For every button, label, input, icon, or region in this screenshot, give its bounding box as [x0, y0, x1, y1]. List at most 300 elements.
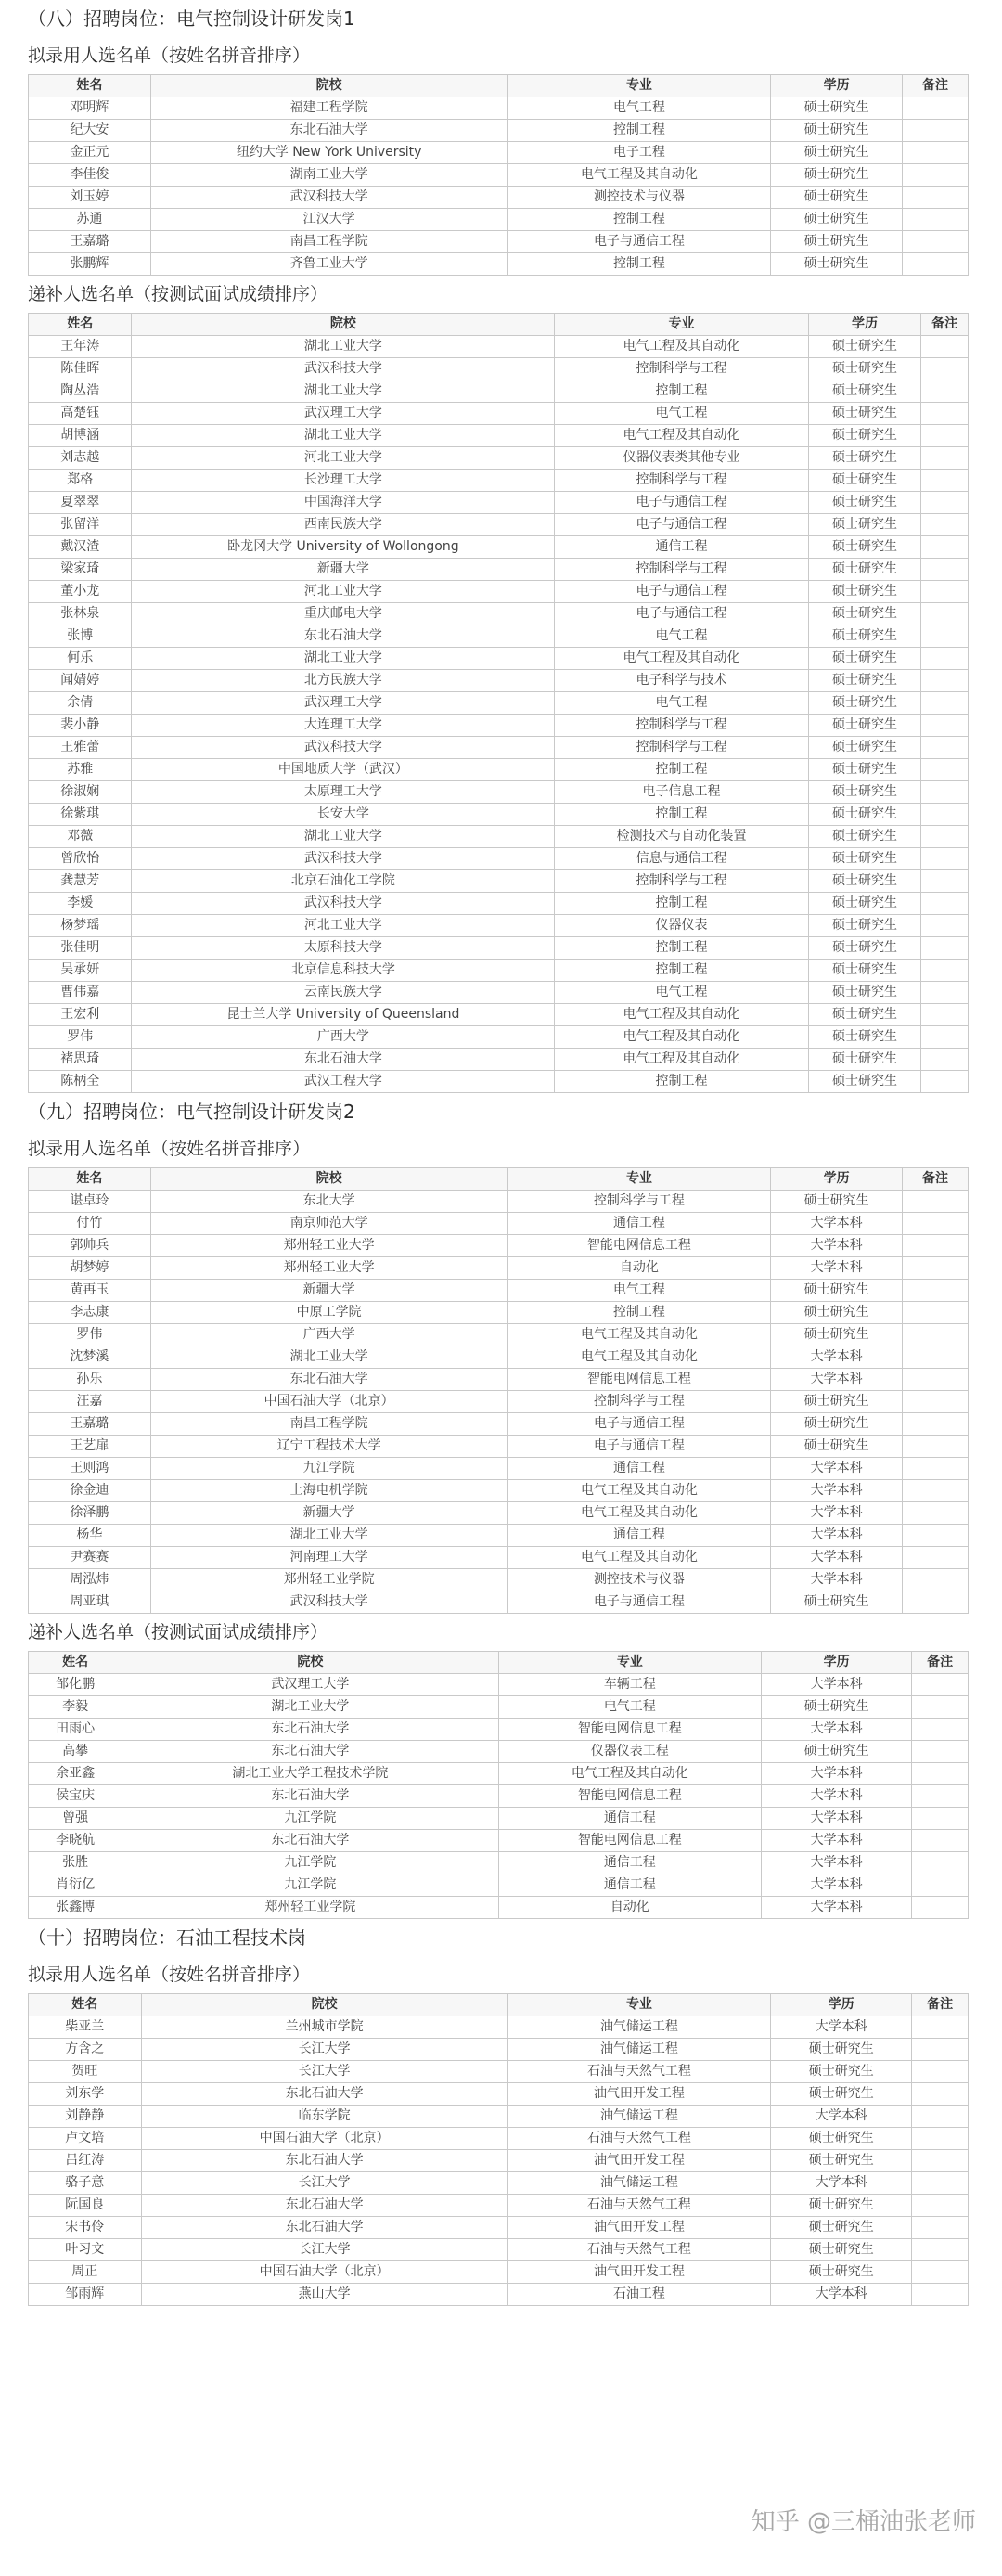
table-cell: 李晓航	[29, 1830, 122, 1852]
table-cell	[912, 1830, 969, 1852]
table-cell: 硕士研究生	[808, 692, 921, 715]
table-cell: 高攀	[29, 1741, 122, 1763]
table-cell: 余倩	[29, 692, 132, 715]
table-row	[29, 1808, 969, 1830]
table-cell	[921, 514, 969, 536]
table-cell: 湖北工业大学工程技术学院	[122, 1763, 498, 1785]
table-cell: 硕士研究生	[771, 1436, 903, 1458]
table-cell: 通信工程	[507, 1458, 771, 1480]
table-cell: 河北工业大学	[132, 915, 555, 937]
table-cell: 肖衍亿	[29, 1874, 122, 1897]
table-cell	[921, 982, 969, 1004]
table-cell: 武汉理工大学	[132, 692, 555, 715]
list-title: 拟录用人选名单（按姓名拼音排序）	[28, 45, 311, 66]
table-cell: 油气田开发工程	[507, 2150, 771, 2172]
table-row	[29, 1369, 969, 1391]
table-cell: 东北石油大学	[122, 1719, 498, 1741]
table-cell: 郑州轻工业大学	[150, 1257, 507, 1280]
table-cell: 硕士研究生	[808, 670, 921, 692]
table-cell: 尹赛赛	[29, 1547, 151, 1569]
column-header: 院校	[141, 1994, 507, 2016]
table-cell: 控制科学与工程	[507, 1191, 771, 1213]
table-cell: 长江大学	[141, 2239, 507, 2261]
table-cell: 吴承妍	[29, 960, 132, 982]
table-cell: 高楚钰	[29, 403, 132, 425]
table-cell: 侯宝庆	[29, 1785, 122, 1808]
table-cell: 太原理工大学	[132, 781, 555, 804]
table-cell: 硕士研究生	[808, 715, 921, 737]
candidate-table	[28, 1993, 969, 2306]
table-row	[29, 447, 969, 470]
column-header: 姓名	[29, 75, 151, 97]
table-cell	[903, 231, 969, 253]
table-cell: 东北石油大学	[141, 2217, 507, 2239]
table-cell: 硕士研究生	[771, 2217, 912, 2239]
table-cell: 硕士研究生	[771, 1324, 903, 1346]
table-cell: 武汉理工大学	[132, 403, 555, 425]
table-row	[29, 209, 969, 231]
table-cell: 硕士研究生	[771, 2061, 912, 2083]
table-cell	[903, 1324, 969, 1346]
table-cell: 硕士研究生	[771, 2039, 912, 2061]
table-cell	[921, 781, 969, 804]
section-heading: （八）招聘岗位：电气控制设计研发岗1	[28, 7, 355, 30]
table-cell	[912, 1874, 969, 1897]
table-cell: 硕士研究生	[771, 2128, 912, 2150]
table-cell: 硕士研究生	[808, 648, 921, 670]
table-cell	[921, 759, 969, 781]
table-cell: 控制科学与工程	[555, 358, 809, 380]
table-row	[29, 670, 969, 692]
table-cell: 刘静静	[29, 2106, 142, 2128]
table-cell: 中国石油大学（北京）	[150, 1391, 507, 1413]
table-cell: 辽宁工程技术大学	[150, 1436, 507, 1458]
table-cell: 刘玉婷	[29, 187, 151, 209]
table-cell: 上海电机学院	[150, 1480, 507, 1502]
table-cell: 电气工程及其自动化	[507, 1346, 771, 1369]
table-cell: 徐金迪	[29, 1480, 151, 1502]
table-cell: 张胜	[29, 1852, 122, 1874]
table-cell	[921, 893, 969, 915]
table-cell: 硕士研究生	[808, 403, 921, 425]
table-cell	[921, 648, 969, 670]
table-cell	[912, 2016, 969, 2039]
column-header: 姓名	[29, 1994, 142, 2016]
table-cell: 徐紫琪	[29, 804, 132, 826]
table-cell: 李志康	[29, 1302, 151, 1324]
column-header: 姓名	[29, 1168, 151, 1191]
table-cell: 纽约大学 New York University	[150, 142, 507, 164]
table-cell: 刘志越	[29, 447, 132, 470]
table-cell: 李毅	[29, 1696, 122, 1719]
table-cell: 郑州轻工业学院	[150, 1569, 507, 1591]
table-cell: 杨梦瑶	[29, 915, 132, 937]
table-cell	[903, 1191, 969, 1213]
table-cell	[903, 1569, 969, 1591]
column-header: 院校	[132, 314, 555, 336]
table-row	[29, 2172, 969, 2195]
table-cell	[921, 559, 969, 581]
table-cell: 孙乐	[29, 1369, 151, 1391]
table-header-row	[29, 314, 969, 336]
table-cell: 硕士研究生	[808, 559, 921, 581]
table-cell: 长江大学	[141, 2172, 507, 2195]
table-cell: 硕士研究生	[771, 164, 903, 187]
table-cell	[912, 1763, 969, 1785]
table-cell: 阮国良	[29, 2195, 142, 2217]
table-row	[29, 848, 969, 870]
table-cell: 湖北工业大学	[150, 1525, 507, 1547]
table-cell: 大学本科	[762, 1830, 912, 1852]
table-cell: 电子工程	[507, 142, 771, 164]
table-row	[29, 1897, 969, 1919]
table-cell	[912, 1785, 969, 1808]
table-cell: 控制工程	[507, 1302, 771, 1324]
table-cell	[921, 1004, 969, 1026]
table-cell	[921, 625, 969, 648]
table-cell: 硕士研究生	[808, 960, 921, 982]
table-cell: 中国海洋大学	[132, 492, 555, 514]
table-cell: 大学本科	[771, 1346, 903, 1369]
table-cell	[912, 2083, 969, 2106]
table-cell	[912, 1741, 969, 1763]
table-cell: 南昌工程学院	[150, 1413, 507, 1436]
table-cell: 硕士研究生	[808, 893, 921, 915]
table-cell	[912, 2106, 969, 2128]
table-cell: 电子与通信工程	[507, 231, 771, 253]
table-cell: 张鹏辉	[29, 253, 151, 276]
table-cell: 夏翠翠	[29, 492, 132, 514]
table-row	[29, 781, 969, 804]
table-cell: 电气工程及其自动化	[555, 648, 809, 670]
table-cell	[912, 2172, 969, 2195]
table-cell: 硕士研究生	[771, 142, 903, 164]
table-cell: 闻婧婷	[29, 670, 132, 692]
table-row	[29, 1071, 969, 1093]
column-header: 专业	[507, 1168, 771, 1191]
table-cell: 金正元	[29, 142, 151, 164]
table-cell: 大学本科	[762, 1674, 912, 1696]
table-cell: 电子与通信工程	[555, 514, 809, 536]
table-cell: 油气田开发工程	[507, 2083, 771, 2106]
table-cell: 通信工程	[555, 536, 809, 559]
table-row	[29, 425, 969, 447]
table-cell: 通信工程	[507, 1213, 771, 1235]
table-cell: 油气田开发工程	[507, 2217, 771, 2239]
table-cell: 智能电网信息工程	[507, 1235, 771, 1257]
table-cell: 武汉科技大学	[150, 1591, 507, 1614]
table-cell: 控制工程	[555, 893, 809, 915]
table-cell	[921, 425, 969, 447]
table-cell: 重庆邮电大学	[132, 603, 555, 625]
table-cell	[912, 1696, 969, 1719]
table-cell: 东北石油大学	[141, 2083, 507, 2106]
table-cell: 裴小静	[29, 715, 132, 737]
table-cell: 武汉科技大学	[150, 187, 507, 209]
table-cell: 曾欣怡	[29, 848, 132, 870]
table-cell	[912, 1808, 969, 1830]
column-header: 院校	[150, 1168, 507, 1191]
table-cell	[903, 1413, 969, 1436]
table-cell: 自动化	[498, 1897, 762, 1919]
table-cell: 周正	[29, 2261, 142, 2284]
table-cell: 张鑫博	[29, 1897, 122, 1919]
table-cell: 王雅蕾	[29, 737, 132, 759]
table-cell: 方含之	[29, 2039, 142, 2061]
table-row	[29, 2083, 969, 2106]
table-row	[29, 692, 969, 715]
table-cell: 控制科学与工程	[555, 870, 809, 893]
table-cell: 周泓炜	[29, 1569, 151, 1591]
table-cell: 北方民族大学	[132, 670, 555, 692]
column-header: 备注	[912, 1994, 969, 2016]
table-cell: 电气工程及其自动化	[555, 1004, 809, 1026]
table-cell: 大学本科	[771, 1257, 903, 1280]
table-cell: 硕士研究生	[808, 1004, 921, 1026]
table-cell	[912, 2217, 969, 2239]
table-cell: 电气工程及其自动化	[507, 164, 771, 187]
table-cell	[921, 960, 969, 982]
table-row	[29, 1280, 969, 1302]
table-row	[29, 1436, 969, 1458]
table-cell: 大学本科	[771, 1547, 903, 1569]
table-cell: 通信工程	[498, 1852, 762, 1874]
table-cell: 电气工程	[555, 692, 809, 715]
table-cell: 油气储运工程	[507, 2016, 771, 2039]
table-cell	[903, 1213, 969, 1235]
table-cell: 油气田开发工程	[507, 2261, 771, 2284]
table-row	[29, 403, 969, 425]
table-cell	[921, 470, 969, 492]
column-header: 学历	[762, 1652, 912, 1674]
table-cell: 邹化鹏	[29, 1674, 122, 1696]
table-row	[29, 2261, 969, 2284]
table-cell: 东北石油大学	[150, 120, 507, 142]
table-cell: 电气工程及其自动化	[555, 1026, 809, 1049]
table-cell: 东北石油大学	[122, 1741, 498, 1763]
table-cell: 硕士研究生	[808, 536, 921, 559]
table-cell: 东北石油大学	[150, 1369, 507, 1391]
table-cell	[921, 848, 969, 870]
table-cell: 控制科学与工程	[555, 715, 809, 737]
table-row	[29, 2016, 969, 2039]
list-title: 拟录用人选名单（按姓名拼音排序）	[28, 1139, 311, 1159]
table-cell: 齐鲁工业大学	[150, 253, 507, 276]
table-cell: 中原工学院	[150, 1302, 507, 1324]
table-cell: 控制工程	[555, 380, 809, 403]
table-cell: 大连理工大学	[132, 715, 555, 737]
table-cell: 硕士研究生	[808, 447, 921, 470]
table-cell: 控制工程	[555, 937, 809, 960]
table-cell: 湖北工业大学	[132, 826, 555, 848]
table-cell: 江汉大学	[150, 209, 507, 231]
table-cell: 电气工程及其自动化	[555, 336, 809, 358]
table-cell	[921, 336, 969, 358]
table-cell	[921, 804, 969, 826]
table-cell: 大学本科	[771, 1213, 903, 1235]
table-cell: 临东学院	[141, 2106, 507, 2128]
table-row	[29, 982, 969, 1004]
table-cell: 湖北工业大学	[132, 425, 555, 447]
table-cell: 通信工程	[498, 1808, 762, 1830]
table-cell: 陈佳晖	[29, 358, 132, 380]
table-row	[29, 893, 969, 915]
table-cell: 戴汉渣	[29, 536, 132, 559]
table-cell	[903, 1369, 969, 1391]
table-cell: 武汉理工大学	[122, 1674, 498, 1696]
table-row	[29, 625, 969, 648]
table-cell: 周亚琪	[29, 1591, 151, 1614]
table-row	[29, 1852, 969, 1874]
table-cell: 宋书伶	[29, 2217, 142, 2239]
table-row	[29, 826, 969, 848]
table-cell: 兰州城市学院	[141, 2016, 507, 2039]
table-cell: 石油与天然气工程	[507, 2239, 771, 2261]
table-cell: 胡博涵	[29, 425, 132, 447]
table-cell	[921, 715, 969, 737]
table-row	[29, 514, 969, 536]
table-row	[29, 1569, 969, 1591]
column-header: 学历	[771, 1168, 903, 1191]
table-cell: 通信工程	[507, 1525, 771, 1547]
table-cell: 叶习文	[29, 2239, 142, 2261]
table-cell: 王嘉璐	[29, 231, 151, 253]
table-row	[29, 1302, 969, 1324]
column-header: 学历	[808, 314, 921, 336]
table-row	[29, 1480, 969, 1502]
table-cell: 沈梦溪	[29, 1346, 151, 1369]
table-cell: 硕士研究生	[771, 1413, 903, 1436]
table-row	[29, 164, 969, 187]
table-cell: 王宏利	[29, 1004, 132, 1026]
table-cell: 黄再玉	[29, 1280, 151, 1302]
table-row	[29, 187, 969, 209]
table-cell: 硕士研究生	[771, 97, 903, 120]
table-cell: 智能电网信息工程	[498, 1785, 762, 1808]
table-cell	[921, 870, 969, 893]
table-row	[29, 960, 969, 982]
table-cell	[912, 2061, 969, 2083]
candidate-table	[28, 1167, 969, 1614]
table-row	[29, 358, 969, 380]
table-cell: 河北工业大学	[132, 581, 555, 603]
table-cell: 硕士研究生	[808, 514, 921, 536]
table-cell: 硕士研究生	[762, 1696, 912, 1719]
table-cell: 中国石油大学（北京）	[141, 2128, 507, 2150]
table-cell: 大学本科	[762, 1808, 912, 1830]
table-cell: 硕士研究生	[771, 231, 903, 253]
table-cell: 李佳俊	[29, 164, 151, 187]
table-cell: 胡梦婷	[29, 1257, 151, 1280]
table-cell	[921, 492, 969, 514]
table-cell	[921, 447, 969, 470]
table-cell: 硕士研究生	[771, 1280, 903, 1302]
table-cell	[903, 1280, 969, 1302]
table-cell: 邹雨辉	[29, 2284, 142, 2306]
table-cell: 大学本科	[771, 1525, 903, 1547]
table-row	[29, 1674, 969, 1696]
table-cell: 大学本科	[762, 1719, 912, 1741]
table-row	[29, 2106, 969, 2128]
table-row	[29, 231, 969, 253]
list-title: 递补人选名单（按测试面试成绩排序）	[28, 1622, 328, 1642]
table-cell: 硕士研究生	[808, 737, 921, 759]
table-cell	[921, 1071, 969, 1093]
table-row	[29, 1830, 969, 1852]
table-cell	[903, 1480, 969, 1502]
table-cell	[912, 2150, 969, 2172]
table-cell: 仪器仪表工程	[498, 1741, 762, 1763]
table-row	[29, 559, 969, 581]
table-cell: 曾强	[29, 1808, 122, 1830]
table-row	[29, 759, 969, 781]
table-cell: 张佳明	[29, 937, 132, 960]
table-cell	[903, 1391, 969, 1413]
table-cell: 北京信息科技大学	[132, 960, 555, 982]
table-cell: 硕士研究生	[808, 982, 921, 1004]
table-cell: 王则鸿	[29, 1458, 151, 1480]
table-cell: 控制工程	[555, 1071, 809, 1093]
table-cell: 大学本科	[771, 2016, 912, 2039]
table-cell: 电气工程	[555, 982, 809, 1004]
table-cell: 东北大学	[150, 1191, 507, 1213]
table-cell	[912, 2239, 969, 2261]
column-header: 专业	[507, 1994, 771, 2016]
table-cell: 硕士研究生	[771, 209, 903, 231]
table-cell: 电气工程及其自动化	[555, 425, 809, 447]
table-cell: 新疆大学	[150, 1280, 507, 1302]
table-row	[29, 1235, 969, 1257]
table-row	[29, 1763, 969, 1785]
table-cell: 电子与通信工程	[507, 1413, 771, 1436]
candidate-table	[28, 74, 969, 276]
table-cell: 硕士研究生	[808, 826, 921, 848]
table-cell: 柴亚兰	[29, 2016, 142, 2039]
table-cell: 电子信息工程	[555, 781, 809, 804]
table-cell: 自动化	[507, 1257, 771, 1280]
table-cell: 湖北工业大学	[132, 380, 555, 403]
table-cell: 大学本科	[771, 1458, 903, 1480]
table-cell: 大学本科	[762, 1785, 912, 1808]
table-row	[29, 2217, 969, 2239]
table-cell: 硕士研究生	[808, 1026, 921, 1049]
table-row	[29, 120, 969, 142]
table-cell: 电子与通信工程	[507, 1591, 771, 1614]
table-cell: 硕士研究生	[808, 380, 921, 403]
table-cell: 九江学院	[122, 1808, 498, 1830]
table-cell: 曹伟嘉	[29, 982, 132, 1004]
table-cell: 李媛	[29, 893, 132, 915]
table-row	[29, 536, 969, 559]
table-cell: 何乐	[29, 648, 132, 670]
table-cell: 汪嘉	[29, 1391, 151, 1413]
table-cell: 控制科学与工程	[555, 470, 809, 492]
table-cell: 智能电网信息工程	[507, 1369, 771, 1391]
table-cell: 控制工程	[555, 759, 809, 781]
table-cell: 硕士研究生	[771, 2261, 912, 2284]
table-row	[29, 1004, 969, 1026]
table-cell: 长江大学	[141, 2061, 507, 2083]
table-cell: 仪器仪表	[555, 915, 809, 937]
table-cell: 电气工程	[507, 1280, 771, 1302]
table-cell: 九江学院	[150, 1458, 507, 1480]
table-cell: 硕士研究生	[771, 253, 903, 276]
table-cell: 硕士研究生	[808, 937, 921, 960]
table-cell: 大学本科	[762, 1874, 912, 1897]
table-cell: 武汉科技大学	[132, 358, 555, 380]
table-cell: 硕士研究生	[771, 1302, 903, 1324]
table-cell: 大学本科	[762, 1763, 912, 1785]
